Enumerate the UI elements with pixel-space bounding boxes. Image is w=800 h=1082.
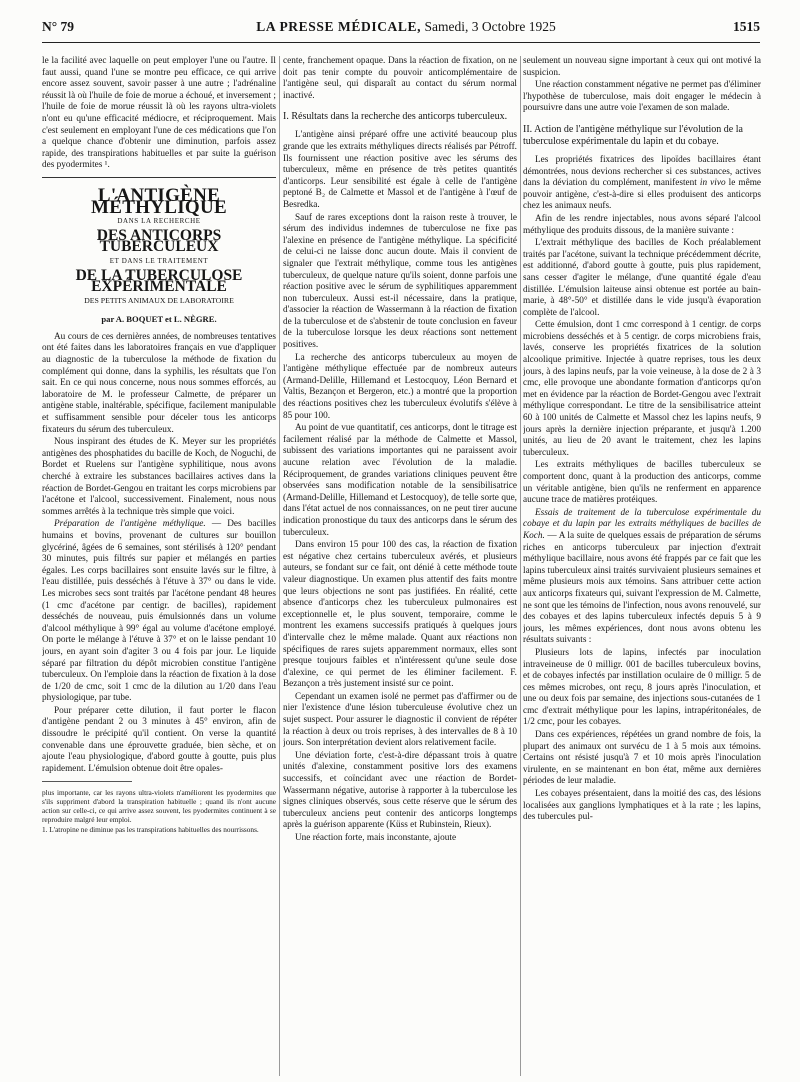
article-title: L'ANTIGÈNE MÉTHYLIQUE (90, 184, 228, 218)
paragraph: Cependant un examen isolé ne permet pas d'affirmer ou de nier l'existence d'une lésion tuberculeuse évolutive chez un sujet suspect. Pour assurer le diagnostic il convient de répéter la réaction à deux ou trois reprises, à des intervalles de 8 à 10 jours. Son interprétation devient alors relativement facile. (283, 691, 517, 749)
paragraph-body: — Des bacilles humains et bovins, provenant de cultures sur bouillon glycériné, âgées de 6 semaines, sont stérilisés à 120° pendant 30 minutes, puis filtrés sur papier et mélangés en parties égales. Les corps bacillaires sont ensuite lavés sur le filtre, à l'eau distillée, puis desséchés à l'étuve à 37° ou dans le vide. Les microbes secs sont traités par l'acétone pendant 48 heures (1 cmc d'acétone par centigr. de bacilles), rapidement desséchés de nouveau, puis émulsionnés dans un volume d'alcool méthylique à 99° égal au volume d'acétone employé. On porte le mélange à l'étuve à 37° et on le laisse pendant 10 jours, en ayant soin d'agiter 3 ou 4 fois par jour. Le liquide séparé par filtration du dépôt microbien constitue l'antigène tuberculeux. On l'emploie dans la réaction de fixation à la dose de 1/20 de cmc, soit 1 cmc de la dilution au 1/20 dans l'eau physiologique, par tube. (42, 519, 276, 704)
paragraph (523, 508, 761, 647)
paragraph: cente, franchement opaque. Dans la réaction de fixation, on ne doit pas tenir compte du pouvoir anticomplémentaire de l'antigène seul, qui disparaît au contact du sérum normal inactivé. (283, 56, 517, 101)
paragraph: le la facilité avec laquelle on peut employer l'une ou l'autre. Il faut aussi, quand l'une se montre peu efficace, ce qui arrive encore assez souvent, savoir passer à une autre ; l'adrénaline réussit là où l'huile de foie de morue a échoué, et inversement ; l'huile de foie de morue réussit là où les rayons ultra-violets n'ont eu qu'une efficacité médiocre, et réciproquement. Mais c'est seulement en employant l'une de ces médications que l'on a quelque chance d'obtenir une diminution, parfois assez rapide, des transpirations habituelles et par suite la guérison des pyodermites ¹. (42, 56, 276, 171)
article-authors: par A. BOQUET et L. NÈGRE. (101, 314, 217, 325)
article-title-block (42, 184, 276, 326)
paragraph: seulement un nouveau signe important à ceux qui ont motivé la suspicion. (523, 56, 761, 78)
paragraph-body: — A la suite de quelques essais de préparation de sérums riches en anticorps tuberculeux par injection d'extrait méthylique bacillaire, nous avons été frappés par ce fait que les lapins tuberculeux ainsi traités survivaient plusieurs semaines et même plusieurs mois aux témoins. Sans attribuer cette action aux anticorps fixateurs qui, suivant l'expression de M. Calmette, ne sont que les témoins de l'infection, nous avons renouvelé, sur des cobayes et des lapins tuberculeux infectés depuis 5 à 9 jours, les mêmes expériences, dont nous avons obtenu les résultats suivants : (523, 530, 761, 646)
title-connector: ET DANS LE TRAITEMENT (109, 256, 209, 265)
paragraph-body: le même pouvoir antigène, c'est-à-dire si elles produisent des anticorps chez les animaux neufs. (523, 178, 761, 212)
column-left (42, 56, 276, 1076)
running-header (42, 12, 760, 43)
paragraph: Sauf de rares exceptions dont la raison reste à trouver, le sérum des individus indemnes de tuberculose ne fixe pas l'alexine en présence de l'antigène méthylique. La spécificité de celui-ci ne laisse donc aucun doute. Mais il convient de signaler que l'extrait méthylique, comme tous les antigènes tuberculeux, de quelque nature qu'ils soient, donne parfois une réaction positive avec le sérum de syphilitiques apparemment non tuberculeux. Aussi est-il nécessaire, dans la pratique, d'associer la réaction de Wassermann à la réaction de fixation de la tuberculose et de s'abstenir de toute conclusion en faveur de la tuberculose lorsque les deux réactions sont nettement positives. (283, 212, 517, 351)
page-number: 1515 (733, 19, 760, 34)
column-middle (283, 56, 517, 1076)
paragraph-lead: Essais de traitement de la tuberculose expérimentale du cobaye et du lapin par les extraits méthyliques de bacilles de Koch. (523, 507, 761, 541)
footnote: plus importante, car les rayons ultra-violets n'améliorent les pyodermites que s'ils suppriment d'abord la transpiration habituelle ; quand ils n'ont aucune action sur celle-ci, ce qui arrive assez souvent, les pyodermites continuent à se reproduire malgré leur emploi. (42, 788, 276, 825)
paragraph: Cette émulsion, dont 1 cmc correspond à 1 centigr. de corps microbiens desséchés et à 5 centigr. de corps microbiens frais, lavés, conserve les propriétés fixatrices de la solution alcoolique primitive. Injectée à quatre reprises, tous les deux jours, à des lapins neufs, par la voie veineuse, à la dose de 2 à 3 cmc, elle provoque une abondante formation d'anticorps qu'on met en évidence par la réaction de Bordet-Gengou avec l'extrait méthylique correspondant. Le titre de la sensibilisatrice atteint 60 à 100 unités de Calmette et Massol chez les lapins neufs, 9 jours après la dernière injection préparante, et jusqu'à 1.200 unités, au lieu de 20 avant le traitement, chez les lapins tuberculeux. (523, 320, 761, 458)
paragraph: Une déviation forte, c'est-à-dire dépassant trois à quatre unités d'alexine, constamment positive lors des examens successifs, et coïncidant avec une réaction de Bordet-Wassermann négative, autorise à rapporter à la tuberculose les signes cliniques observés, sous cette réserve que le sérum des tuberculeux anciens peut contenir des anticorps longtemps après la guérison apparente (Küss et Rubinstein, Rieux). (283, 750, 517, 831)
header-center (172, 19, 640, 35)
paragraph: La recherche des anticorps tuberculeux au moyen de l'antigène méthylique effectuée par de nombreux auteurs (Armand-Delille, Hillemand et Lestocquoy, Léon Bernard et Valtis, Bezançon et Bergeron, etc.) a montré que la proportion des réactions positives chez les tuberculeux évolutifs s'élève à 85 pour 100. (283, 352, 517, 421)
paragraph: Une réaction forte, mais inconstante, ajoute (295, 833, 457, 843)
paragraph (523, 155, 761, 213)
article-separator (42, 177, 276, 178)
paragraph: Les cobayes présentaient, dans la moitié des cas, des lésions localisées aux ganglions lymphatiques et à la rate ; les lapins, des tubercules pul- (523, 789, 761, 823)
paragraph: L'antigène ainsi préparé offre une activité beaucoup plus grande que les extraits méthyliques directs réalisés par Pétroff. Ils fournissent une réaction positive avec les sérums des tuberculeux, même en présence de très petites quantités d'anticorps. Leur sensibilité est égale à celle de l'antigène peptoné B₂ de Calmette et Massol et de l'antigène à l'œuf de Besredka. (283, 130, 517, 210)
footnote-separator (42, 781, 132, 782)
paragraph: L'extrait méthylique des bacilles de Koch préalablement traités par l'acétone, suivant la technique précédemment décrite, est additionné, d'abord goutte à goutte, puis plus rapidement, sans cesser d'agiter le mélange, d'une quantité égale d'eau distillée. L'émulsion laiteuse ainsi obtenue est portée au bain-marie, à 48°-50° et distillée dans le vide jusqu'à évaporation complète de l'alcool. (523, 238, 761, 318)
paragraph: Une réaction constamment négative ne permet pas d'éliminer l'hypothèse de tuberculose, mais doit engager le médecin à poursuivre dans une autre voie l'examen de son malade. (523, 80, 761, 114)
paragraph (42, 519, 276, 705)
journal-title: LA PRESSE MÉDICALE, (256, 19, 422, 34)
paragraph: Pour préparer cette dilution, il faut porter le flacon d'antigène pendant 2 ou 3 minutes à 45° environ, afin de dissoudre le précipité qu'il contient. On verse la quantité convenable dans une éprouvette graduée, bien sèche, et on ajoute l'eau physiologique, d'abord goutte à goutte, puis plus rapidement. L'émulsion obtenue doit être opales- (42, 705, 276, 774)
paragraph: Plusieurs lots de lapins, infectés par inoculation intraveineuse de 0 milligr. 001 de bacilles tuberculeux bovins, et de cobayes infectés par instillation oculaire de 0 milligr. 5 de ces mêmes microbes, ont reçu, 8 jours après l'inoculation, et une ou deux fois par semaine, des injections sous-cutanées de 1 cmc d'extrait méthylique pour les lapins, intrapéritonéales, de 1/2 cmc, pour les cobayes. (523, 647, 761, 728)
paragraph: Les extraits méthyliques de bacilles tuberculeux se comportent donc, quant à la production des anticorps, comme un véritable antigène, bien qu'ils ne renferment en apparence aucune trace de matières protéiques. (523, 460, 761, 506)
column-right (523, 56, 761, 1076)
section-heading: I. Résultats dans la recherche des anticorps tuberculeux. (283, 111, 508, 123)
column-divider (520, 56, 521, 1076)
article-subtitle: DES PETITS ANIMAUX DE LABORATOIRE (84, 295, 234, 305)
article-title: DE LA TUBERCULOSE EXPÉRIMENTALE (75, 266, 243, 296)
paragraph-body: Les propriétés fixatrices des lipoïdes bacillaires étant démontrées, nous devions rechercher si ces substances, actives dans la déviation du complément, manifestent (523, 154, 761, 189)
paragraph: Afin de les rendre injectables, nous avons séparé l'alcool méthylique des produits dissous, de la manière suivante : (523, 213, 761, 236)
article-title: DES ANTICORPS TUBERCULEUX (96, 226, 222, 256)
footnotes (42, 788, 276, 834)
column-divider (279, 56, 280, 1076)
paragraph: Dans environ 15 pour 100 des cas, la réaction de fixation est négative chez certains tuberculeux avérés, et plusieurs auteurs, se fondant sur ce fait, ont dénié à cette méthode toute valeur diagnostique. Un examen plus attentif des faits montre que leurs objections ne sont pas justifiées. En réalité, cette absence d'anticorps chez les tuberculeux pulmonaires est exceptionnelle et, le plus souvent, temporaire, comme le montrent les examens successifs pratiqués à quelques jours d'intervalle chez le même malade. Quant aux réactions non spécifiques de rares sujets apparemment normaux, elles sont presque toujours faibles et n'intéressent qu'une seule dose d'alexine, ce qui permet de les éliminer facilement. F. Bezançon a très justement insisté sur ce point. (283, 540, 517, 690)
paragraph: Au point de vue quantitatif, ces anticorps, dont le titrage est facilement réalisé par la méthode de Calmette et Massol, subissent des variations importantes qui ne paraissent avoir aucune relation avec l'évolution de la maladie. Réciproquement, de grandes variations cliniques peuvent être observées sans modification notable de la sensibilisatrice (Armand-Delille, Hillemand et Lestocquoy), de telle sorte que, dans l'état actuel de nos connaissances, on ne peut tirer aucune indication pronostique du taux des anticorps dans le sérum des tuberculeux. (283, 423, 517, 538)
paragraph: Au cours de ces dernières années, de nombreuses tentatives ont été faites dans les laboratoires français en vue d'appliquer au diagnostic de la tuberculose la méthode de fixation du complément qui donne, dans la syphilis, les résultats que l'on sait. En ce qui nous concerne, nous nous sommes efforcés, au laboratoire de M. le professeur Calmette, de préparer un antigène stable, inaltérable, spécifique, facilement manipulable et suffisamment sensible pour déceler tous les anticorps fixateurs du sérum des tuberculeux. (42, 331, 276, 435)
title-connector: DANS LA RECHERCHE (117, 217, 201, 226)
issue-number: N° 79 (42, 19, 75, 34)
issue-date: Samedi, 3 Octobre 1925 (424, 19, 556, 34)
paragraph-lead: Préparation de l'antigène méthylique. (54, 519, 206, 530)
paragraph: Dans ces expériences, répétées un grand nombre de fois, la plupart des animaux ont survécu de 1 à 5 mois aux témoins. Certains ont résisté jusqu'à 7 et 10 mois après l'inoculation virulente, en se maintenant en bon état, même aux dernières périodes de leur maladie. (523, 730, 761, 787)
footnote: 1. L'atropine ne diminue pas les transpirations habituelles des nourrissons. (42, 825, 259, 835)
inline-emphasis: in vivo (699, 178, 726, 189)
section-heading: II. Action de l'antigène méthylique sur l'évolution de la tuberculose expérimentale du lapin et du cobaye. (523, 123, 743, 147)
paragraph: Nous inspirant des études de K. Meyer sur les propriétés antigènes des phosphatides du bacille de Koch, de Noguchi, de Bordet et Ruelens sur l'antigène syphilitique, nous avons cherché à extraire les substances bacillaires actives dans la réaction de Bordet-Gengou en traitant les corps microbiens par l'acétone et l'alcool, successivement. Finalement, nous nous sommes arrêtés à la technique très simple que voici. (42, 437, 276, 517)
